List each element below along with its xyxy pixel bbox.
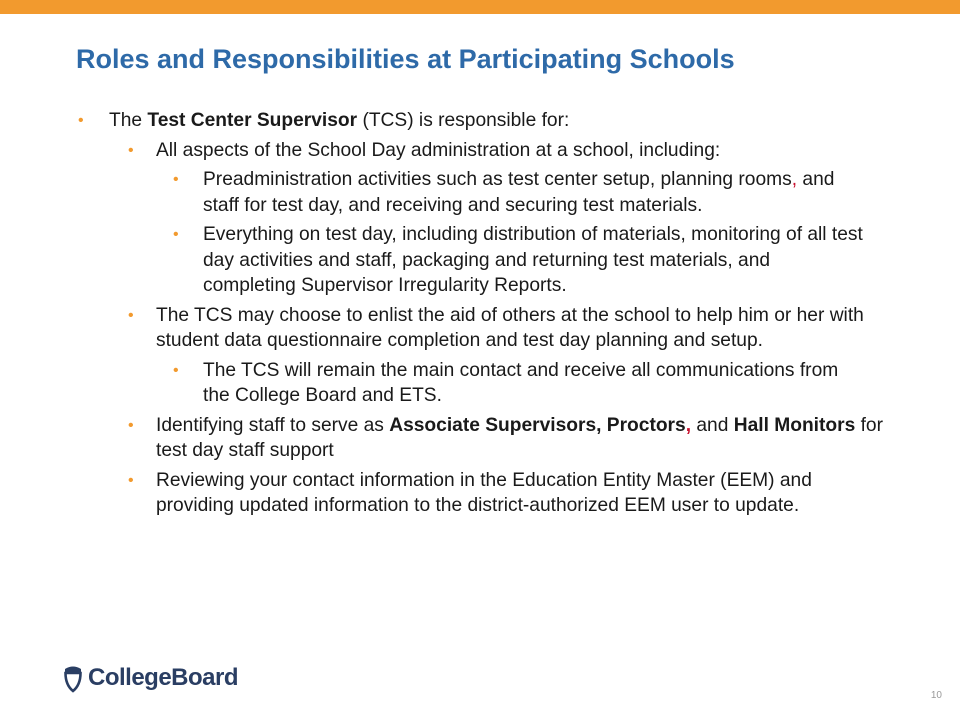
bullet-identifying-bold1: Associate Supervisors, Proctors [389, 414, 686, 436]
bullet-tcs [0, 108, 889, 134]
bullet-all-aspects [0, 138, 886, 164]
bullet-tcs-post: (TCS) is responsible for: [357, 110, 570, 131]
page-number: 10 [930, 690, 942, 701]
bullet-tcs-bold: Test Center Supervisor [147, 110, 358, 131]
bullet-identifying-post: for test day staff support [156, 414, 883, 461]
bullet-preadmin-part1: Preadministration activities such as test center setup, planning rooms [203, 169, 792, 190]
slide-title: Roles and Responsibilities at Participating Schools [76, 44, 735, 74]
bullet-dot: • [128, 416, 134, 434]
bullet-dot: • [173, 361, 179, 379]
bullet-everything [0, 222, 863, 299]
bullet-identifying-pre: Identifying staff to serve as [156, 414, 390, 436]
bullet-enlist [0, 303, 886, 354]
bullet-preadmin-part2: and staff for test day, and receiving and securing test materials. [203, 169, 835, 216]
bullet-identifying [0, 413, 886, 464]
bullet-dot: • [78, 112, 84, 129]
bullet-identifying-mid: and [691, 414, 734, 436]
slide-body [0, 108, 960, 519]
bullet-identifying-comma: , [685, 414, 692, 436]
logo-text: CollegeBoard [88, 664, 239, 691]
bullet-dot: • [128, 141, 134, 159]
bullet-list [0, 108, 960, 519]
bullet-reviewing [0, 468, 886, 519]
bullet-identifying-bold2: Hall Monitors [733, 414, 856, 436]
bullet-all-aspects-text: All aspects of the School Day administration at a school, including: [156, 139, 721, 161]
bullet-dot: • [128, 306, 134, 324]
acorn-icon [62, 663, 84, 693]
bullet-dot: • [173, 171, 179, 188]
bullet-preadmin [0, 167, 863, 218]
bullet-tcs-pre: The [109, 110, 148, 131]
bullet-main-contact-text: The TCS will remain the main contact and receive all communications from the College Board and ETS. [203, 359, 839, 406]
top-accent-bar [0, 0, 960, 14]
bullet-enlist-text: The TCS may choose to enlist the aid of others at the school to help him or her with student data questionnaire completion and test day planning and setup. [156, 304, 864, 351]
bullet-preadmin-comma: , [791, 169, 798, 190]
bullet-main-contact [0, 358, 863, 409]
bullet-reviewing-text: Reviewing your contact information in the Education Entity Master (EEM) and providing updated information to the district-authorized EEM user to update. [156, 469, 812, 516]
bullet-dot: • [128, 471, 134, 489]
bullet-dot: • [173, 226, 179, 243]
college-board-logo [62, 660, 238, 696]
bullet-everything-text: Everything on test day, including distribution of materials, monitoring of all test day activities and staff, packaging and returning test materials, and completing Supervisor Irregularity Reports. [203, 224, 863, 296]
